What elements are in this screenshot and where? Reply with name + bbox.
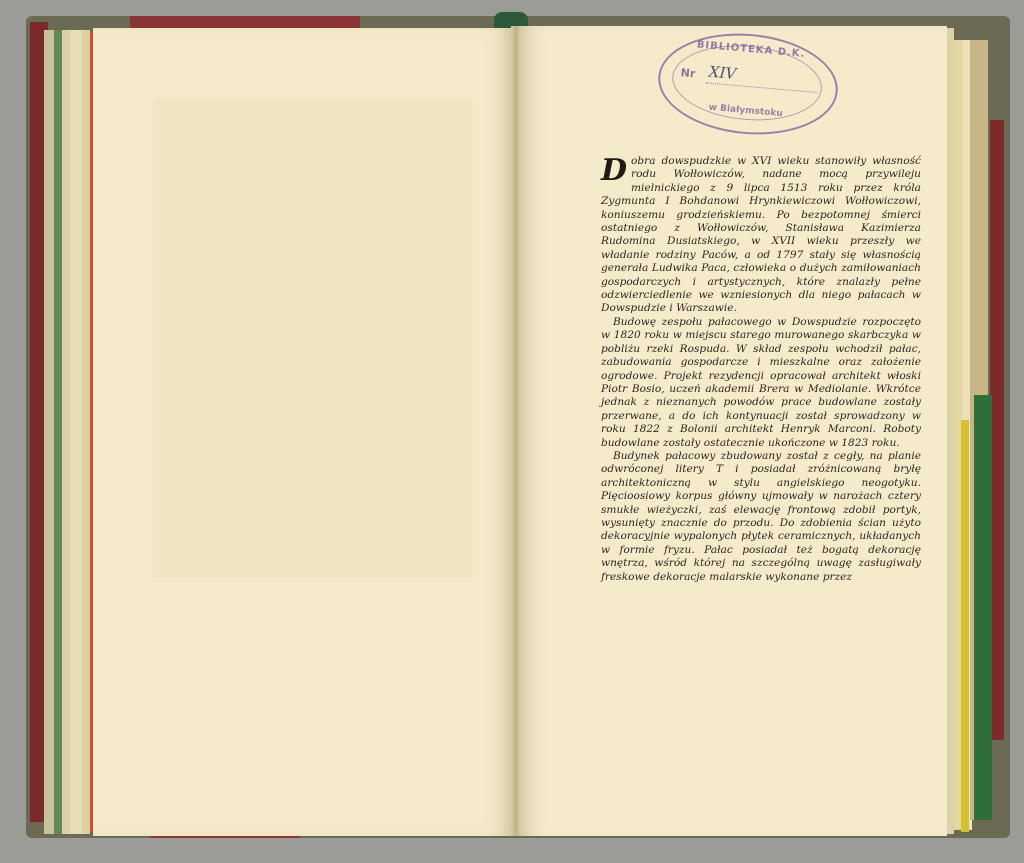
drop-cap: D: [601, 153, 628, 188]
left-page: [93, 28, 513, 836]
page-edge: [70, 30, 82, 834]
page-edge-green: [974, 395, 992, 820]
page-edge: [44, 30, 54, 834]
stamp-number-prefix: Nr: [680, 66, 696, 81]
stamp-top-text: BIBLIOTEKA D.K.: [696, 39, 806, 60]
page-edge-yellow: [961, 420, 969, 832]
paragraph: Budowę zespołu pałacowego w Dowspudzie rozpoczęto w 1820 roku w miejscu starego murowanego skarbczyka w pobliżu rzeki Rospuda. W skład zespołu wchodził pałac, zabudowania gospodarcze i mieszkalne oraz założenie ogrodowe. Projekt rezydencji opracował architekt włoski Piotr Bosio, uczeń akademii Brera w Mediolanie. Wkrótce jednak z nieznanych powodów prace budowlane zostały przerwane, a do ich kontynuacji został sprowadzony w roku 1822 z Bolonii architekt Henryk Marconi. Roboty budowlane zostały ostatecznie ukończone w 1823 roku.: [601, 315, 921, 449]
stamp-bottom-text: w Białymstoku: [708, 102, 784, 120]
paragraph: Budynek pałacowy zbudowany został z cegły, na planie odwróconej litery T i posiadał zróżnicowaną bryłę architektoniczną w stylu angielskiego neogotyku. Pięcioosiowy korpus główny ujmowały w narożach cztery smukłe wieżyczki, zaś elewację frontową zdobił portyk, wysunięty znacznie do przodu. Do zdobienia ścian użyto dekoracyjnie wypalonych płytek ceramicznych, układanych w formie fryzu. Pałac posiadał też bogatą dekorację wnętrza, wśród której na szczególną uwagę zasługiwały freskowe dekoracje malarskie wykonane przez: [601, 449, 921, 583]
bleed-through-shadow: [153, 98, 473, 578]
page-edge: [54, 30, 62, 834]
body-text: [601, 155, 921, 584]
paragraph-text: obra dowspudzkie w XVI wieku stanowiły własność rodu Wołłowiczów, nadane mocą przywileju mielnickiego z 9 lipca 1513 roku przez króla Zygmunta I Bohdanowi Hrynkiewiczowi Wołłowiczowi, koniuszemu grodzieńskiemu. Po bezpotomnej śmierci ostatniego z Wołłowiczów, Stanisława Kazimierza Rudomina Dusiatskiego, w XVII wieku przeszły we władanie rodziny Paców, a od 1797 stały się własnością generała Ludwika Paca, człowieka o dużych zamiłowaniach gospodarczych i artystycznych, które znalazły pełne odzwierciedlenie we wzniesionych dla niego pałacach w Dowspudzie i Warszawie.: [601, 155, 921, 315]
cover-spine-right: [990, 120, 1004, 740]
page-edge: [82, 30, 90, 834]
stamp-number-value: XIV: [708, 62, 738, 83]
paragraph: [601, 155, 921, 316]
page-edge: [62, 30, 70, 834]
